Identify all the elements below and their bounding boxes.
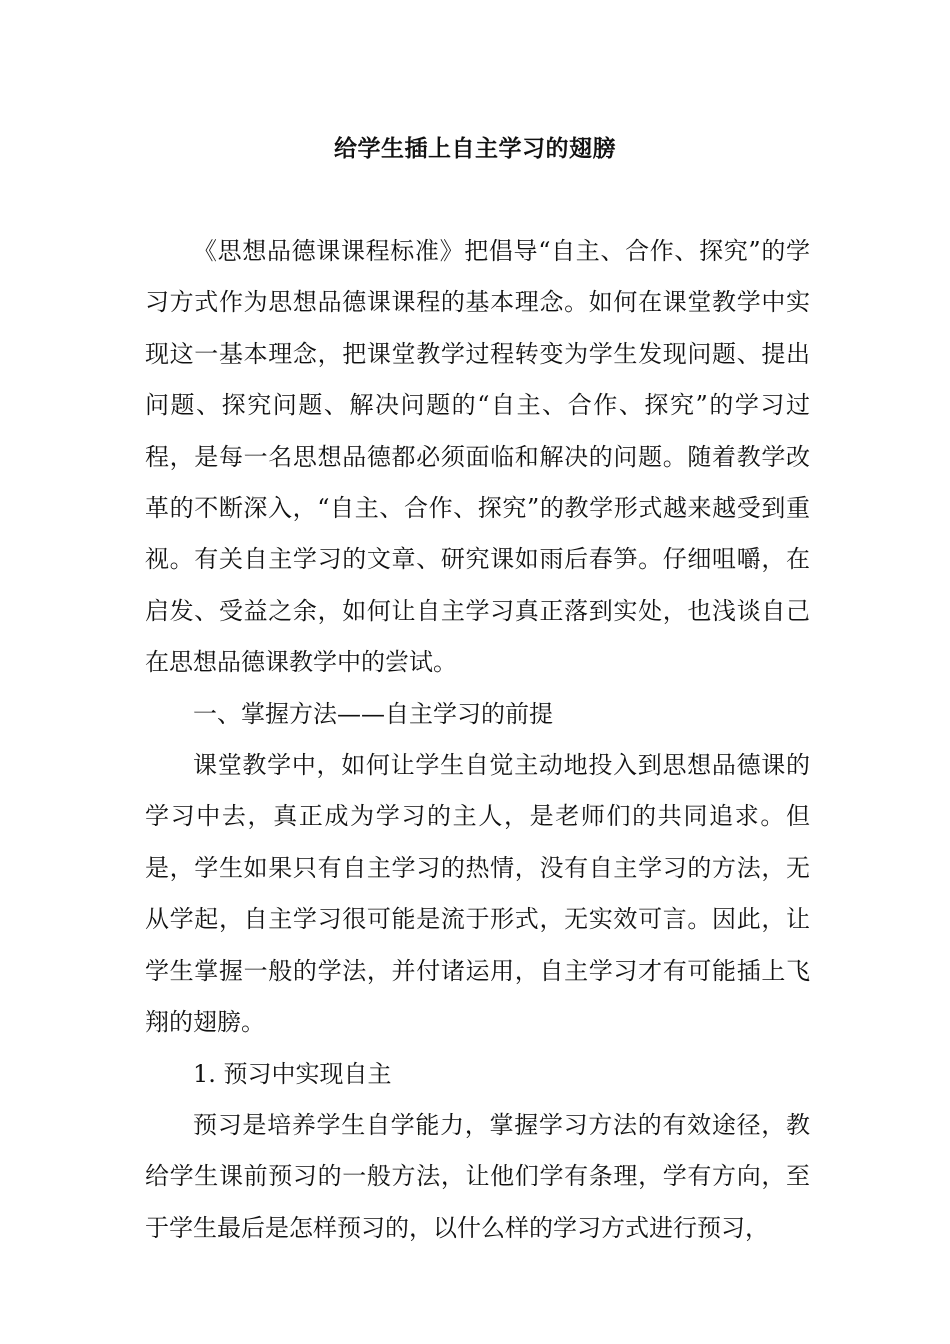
document-body — [145, 226, 810, 1254]
paragraph-preview: 预习是培养学生自学能力，掌握学习方法的有效途径，教给学生课前预习的一般方法，让他们学有条理，学有方向，至于学生最后是怎样预习的，以什么样的学习方式进行预习， — [145, 1110, 810, 1242]
subheading-1-1: 1. 预习中实现自主 — [193, 1059, 392, 1088]
document-title: 给学生插上自主学习的翅膀 — [334, 135, 616, 162]
paragraph-intro: 《思想品德课课程标准》把倡导“自主、合作、探究”的学习方式作为思想品德课课程的基本理念。如何在课堂教学中实现这一基本理念，把课堂教学过程转变为学生发现问题、提出问题、探究问题、解决问题的“自主、合作、探究”的学习过程，是每一名思想品德都必须面临和解决的问题。随着教学改革的不断深入，“自主、合作、探究”的教学形式越来越受到重视。有关自主学习的文章、研究课如雨后春笋。仔细咀嚼，在启发、受益之余，如何让自主学习真正落到实处，也浅谈自己在思想品德课教学中的尝试。 — [145, 237, 810, 677]
section-heading-1: 一、掌握方法——自主学习的前提 — [193, 699, 553, 728]
paragraph-section-1: 课堂教学中，如何让学生自觉主动地投入到思想品德课的学习中去，真正成为学习的主人，是老师们的共同追求。但是，学生如果只有自主学习的热情，没有自主学习的方法，无从学起，自主学习很可能是流于形式，无实效可言。因此，让学生掌握一般的学法，并付诸运用，自主学习才有可能插上飞翔的翅膀。 — [145, 751, 810, 1037]
